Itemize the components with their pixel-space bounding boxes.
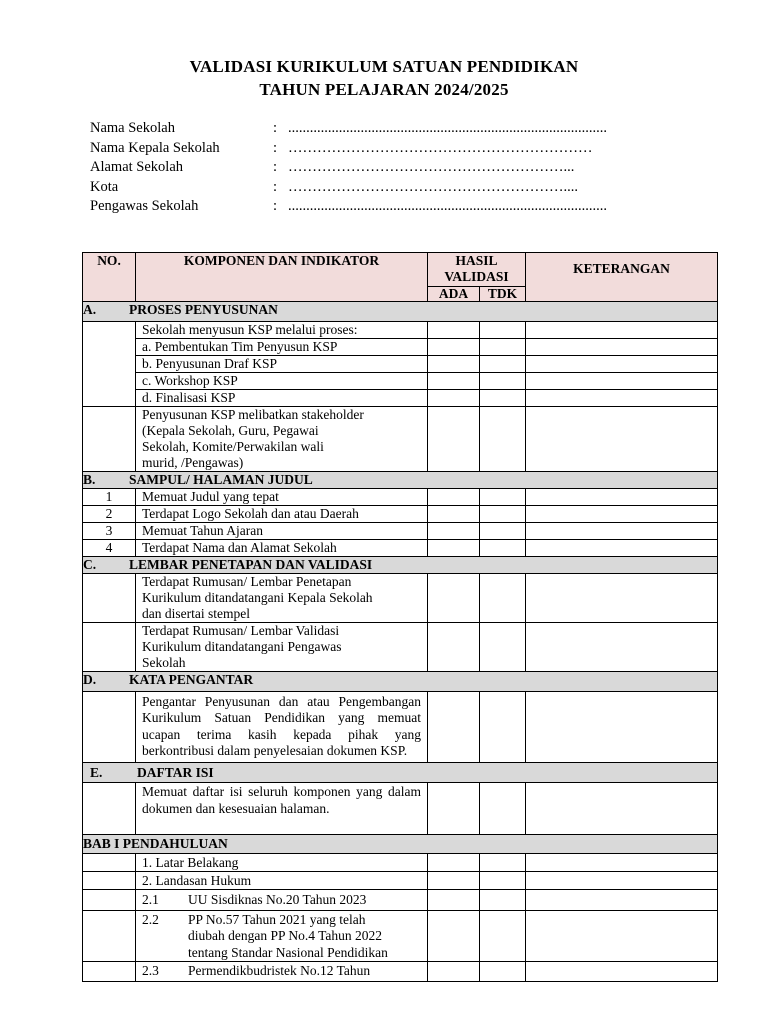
info-blank: …………………………………………………... <box>288 159 575 175</box>
row-text-multiline <box>136 407 428 472</box>
table-row <box>83 523 718 540</box>
header-tdk: TDK <box>480 287 526 302</box>
keterangan-cell[interactable] <box>526 373 718 390</box>
row-text: d. Finalisasi KSP <box>136 390 428 407</box>
keterangan-cell[interactable] <box>526 322 718 339</box>
tdk-cell[interactable] <box>480 782 526 834</box>
row-text: Terdapat Logo Sekolah dan atau Daerah <box>136 506 428 523</box>
ada-cell[interactable] <box>428 489 480 506</box>
section-b-title <box>83 472 718 489</box>
ada-cell[interactable] <box>428 407 480 472</box>
keterangan-cell[interactable] <box>526 782 718 834</box>
table-row <box>83 782 718 834</box>
section-bab1-row <box>83 834 718 853</box>
sub-no: 2.2 <box>142 911 159 927</box>
tdk-cell[interactable] <box>480 339 526 356</box>
ada-cell[interactable] <box>428 692 480 763</box>
row-no-cell <box>83 322 136 407</box>
table-row <box>83 623 718 672</box>
info-label: Alamat Sekolah <box>90 159 184 175</box>
keterangan-cell[interactable] <box>526 889 718 910</box>
text-line: Sekolah, Komite/Perwakilan wali <box>142 439 324 454</box>
keterangan-cell[interactable] <box>526 910 718 962</box>
row-text-multiline <box>136 623 428 672</box>
sub-text: PP No.57 Tahun 2021 yang telah <box>188 911 366 927</box>
tdk-cell[interactable] <box>480 407 526 472</box>
header-ada: ADA <box>428 287 480 302</box>
section-title: SAMPUL/ HALAMAN JUDUL <box>129 472 313 487</box>
keterangan-cell[interactable] <box>526 623 718 672</box>
keterangan-cell[interactable] <box>526 962 718 982</box>
row-no: 1 <box>83 489 136 506</box>
tdk-cell[interactable] <box>480 692 526 763</box>
keterangan-cell[interactable] <box>526 390 718 407</box>
row-no: 2 <box>83 506 136 523</box>
keterangan-cell[interactable] <box>526 523 718 540</box>
section-title: LEMBAR PENETAPAN DAN VALIDASI <box>129 557 373 572</box>
validation-table <box>82 252 718 982</box>
section-e-row <box>83 762 718 782</box>
table-row <box>83 574 718 623</box>
ada-cell[interactable] <box>428 540 480 557</box>
row-no-cell <box>83 871 136 889</box>
section-b-row <box>83 472 718 489</box>
info-colon: : <box>273 120 278 136</box>
info-row-kota <box>90 179 650 199</box>
row-text: 1. Latar Belakang <box>136 853 428 871</box>
sub-no: 2.3 <box>142 963 159 979</box>
section-title: KATA PENGANTAR <box>129 672 254 687</box>
section-d-row <box>83 672 718 692</box>
sub-text: UU Sisdiknas No.20 Tahun 2023 <box>188 891 367 907</box>
keterangan-cell[interactable] <box>526 506 718 523</box>
tdk-cell[interactable] <box>480 540 526 557</box>
section-d-title <box>83 672 718 692</box>
row-no-cell <box>83 962 136 982</box>
text-line: Kurikulum ditandatangani Pengawas <box>142 639 342 654</box>
ada-cell[interactable] <box>428 339 480 356</box>
keterangan-cell[interactable] <box>526 871 718 889</box>
document-title: VALIDASI KURIKULUM SATUAN PENDIDIKAN <box>189 57 579 76</box>
row-no: 3 <box>83 523 136 540</box>
keterangan-cell[interactable] <box>526 356 718 373</box>
tdk-cell[interactable] <box>480 523 526 540</box>
info-blank: ........................................................................................ <box>288 120 607 136</box>
section-c-title <box>83 557 718 574</box>
section-a-row <box>83 302 718 322</box>
row-text-multiline <box>136 910 428 962</box>
tdk-cell[interactable] <box>480 322 526 339</box>
ada-cell[interactable] <box>428 962 480 982</box>
row-text: a. Pembentukan Tim Penyusun KSP <box>136 339 428 356</box>
table-row <box>83 692 718 763</box>
row-text: Memuat Judul yang tepat <box>136 489 428 506</box>
table-row <box>83 373 718 390</box>
info-row-kepala-sekolah <box>90 140 650 160</box>
table-row <box>83 407 718 472</box>
table-row <box>83 910 718 962</box>
tdk-cell[interactable] <box>480 390 526 407</box>
keterangan-cell[interactable] <box>526 407 718 472</box>
tdk-cell[interactable] <box>480 962 526 982</box>
row-no-cell <box>83 623 136 672</box>
tdk-cell[interactable] <box>480 853 526 871</box>
header-hasil-line1: HASIL <box>455 253 498 268</box>
tdk-cell[interactable] <box>480 373 526 390</box>
section-code: A. <box>83 302 97 317</box>
section-code: C. <box>83 557 97 572</box>
text-line: Kurikulum ditandatangani Kepala Sekolah <box>142 590 373 605</box>
row-no: 4 <box>83 540 136 557</box>
header-hasil-validasi <box>428 253 526 287</box>
ada-cell[interactable] <box>428 871 480 889</box>
row-text: Memuat daftar isi seluruh komponen yang dalam dokumen dan kesesuaian halaman. <box>136 782 428 834</box>
tdk-cell[interactable] <box>480 910 526 962</box>
school-info <box>90 120 650 218</box>
row-text: b. Penyusunan Draf KSP <box>136 356 428 373</box>
tdk-cell[interactable] <box>480 623 526 672</box>
row-no-cell <box>83 853 136 871</box>
document-subtitle: TAHUN PELAJARAN 2024/2025 <box>259 80 509 99</box>
info-colon: : <box>273 139 278 156</box>
tdk-cell[interactable] <box>480 871 526 889</box>
text-line: dan disertai stempel <box>142 606 250 621</box>
keterangan-cell[interactable] <box>526 853 718 871</box>
section-code: B. <box>83 472 96 487</box>
ada-cell[interactable] <box>428 782 480 834</box>
table-row <box>83 356 718 373</box>
table-row <box>83 339 718 356</box>
row-text-multiline <box>136 574 428 623</box>
keterangan-cell[interactable] <box>526 489 718 506</box>
row-no-cell <box>83 910 136 962</box>
ada-cell[interactable] <box>428 623 480 672</box>
row-text: Terdapat Nama dan Alamat Sekolah <box>136 540 428 557</box>
info-label: Pengawas Sekolah <box>90 198 199 214</box>
info-label: Nama Sekolah <box>90 120 175 136</box>
keterangan-cell[interactable] <box>526 339 718 356</box>
sub-no: 2.1 <box>142 891 159 907</box>
sub-text: Permendikbudristek No.12 Tahun <box>188 963 371 979</box>
tdk-cell[interactable] <box>480 489 526 506</box>
row-no-cell <box>83 782 136 834</box>
section-code: D. <box>83 672 97 687</box>
section-c-row <box>83 557 718 574</box>
tdk-cell[interactable] <box>480 356 526 373</box>
text-line: murid, /Pengawas) <box>142 455 244 470</box>
row-no-cell <box>83 574 136 623</box>
info-blank: ……………………………………………………… <box>288 139 593 156</box>
header-komponen: KOMPONEN DAN INDIKATOR <box>136 253 428 302</box>
tdk-cell[interactable] <box>480 889 526 910</box>
ada-cell[interactable] <box>428 322 480 339</box>
table-row <box>83 489 718 506</box>
ada-cell[interactable] <box>428 390 480 407</box>
text-line: Terdapat Rumusan/ Lembar Validasi <box>142 623 340 638</box>
info-label: Kota <box>90 178 119 195</box>
row-text: 2. Landasan Hukum <box>136 871 428 889</box>
row-no-cell <box>83 889 136 910</box>
section-bab1-title: BAB I PENDAHULUAN <box>83 834 718 853</box>
row-text: Sekolah menyusun KSP melalui proses: <box>136 322 428 339</box>
section-code: E. <box>90 764 103 780</box>
tdk-cell[interactable] <box>480 574 526 623</box>
table-row <box>83 871 718 889</box>
info-colon: : <box>273 159 278 175</box>
text-line: Sekolah <box>142 655 186 670</box>
keterangan-cell[interactable] <box>526 540 718 557</box>
table-row <box>83 853 718 871</box>
info-row-alamat <box>90 159 650 179</box>
text-line: (Kepala Sekolah, Guru, Pegawai <box>142 423 319 438</box>
section-a-title <box>83 302 718 322</box>
sub-text: tentang Standar Nasional Pendidikan <box>188 944 388 960</box>
keterangan-cell[interactable] <box>526 692 718 763</box>
row-no-cell <box>83 692 136 763</box>
info-colon: : <box>273 178 278 195</box>
header-no: NO. <box>83 253 136 302</box>
ada-cell[interactable] <box>428 910 480 962</box>
header-keterangan: KETERANGAN <box>526 253 718 302</box>
table-row <box>83 540 718 557</box>
table-row <box>83 322 718 339</box>
table-row <box>83 889 718 910</box>
table-row <box>83 390 718 407</box>
info-row-pengawas <box>90 198 650 218</box>
ada-cell[interactable] <box>428 853 480 871</box>
row-text: c. Workshop KSP <box>136 373 428 390</box>
table-row <box>83 506 718 523</box>
text-line: Terdapat Rumusan/ Lembar Penetapan <box>142 574 352 589</box>
info-blank: ………………………………………………….... <box>288 178 578 195</box>
info-blank: ........................................................................................ <box>288 198 607 214</box>
keterangan-cell[interactable] <box>526 574 718 623</box>
row-text: Memuat Tahun Ajaran <box>136 523 428 540</box>
row-text: Pengantar Penyusunan dan atau Pengembangan Kurikulum Satuan Pendidikan yang memuat ucapan terima kasih kepada pihak yang berkontribusi dalam penyelesaian dokumen KSP. <box>136 692 428 763</box>
info-label: Nama Kepala Sekolah <box>90 139 220 156</box>
row-no-cell <box>83 407 136 472</box>
ada-cell[interactable] <box>428 523 480 540</box>
section-title: PROSES PENYUSUNAN <box>129 302 278 317</box>
info-colon: : <box>273 198 278 214</box>
section-e-title <box>83 762 718 782</box>
tdk-cell[interactable] <box>480 506 526 523</box>
info-row-nama-sekolah <box>90 120 650 140</box>
ada-cell[interactable] <box>428 356 480 373</box>
table-row <box>83 962 718 982</box>
section-title: DAFTAR ISI <box>137 764 214 780</box>
ada-cell[interactable] <box>428 373 480 390</box>
sub-text: diubah dengan PP No.4 Tahun 2022 <box>188 928 383 944</box>
row-text <box>136 962 428 982</box>
ada-cell[interactable] <box>428 889 480 910</box>
ada-cell[interactable] <box>428 506 480 523</box>
row-text <box>136 889 428 910</box>
text-line: Penyusunan KSP melibatkan stakeholder <box>142 407 364 422</box>
header-hasil-line2: VALIDASI <box>444 269 509 284</box>
ada-cell[interactable] <box>428 574 480 623</box>
